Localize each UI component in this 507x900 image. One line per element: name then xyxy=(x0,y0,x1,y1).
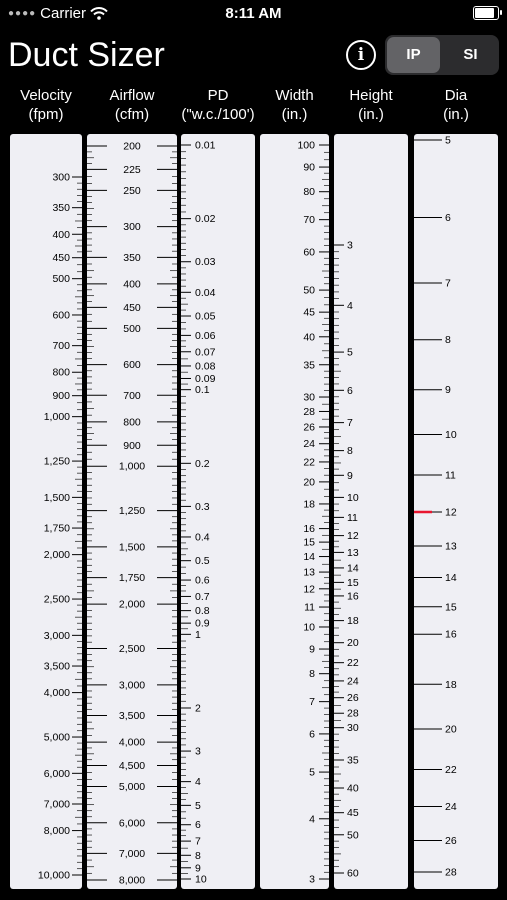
height-tick-label: 22 xyxy=(347,657,359,670)
dia-tick-label: 7 xyxy=(445,277,451,290)
dia-tick-label: 9 xyxy=(445,384,451,397)
airflow-tick-label: 7,000 xyxy=(118,847,146,860)
airflow-scale-svg xyxy=(87,134,177,889)
pd-tick-label: 0.6 xyxy=(195,574,210,587)
height-tick-label: 3 xyxy=(347,239,353,252)
pd-tick-label: 0.07 xyxy=(195,346,216,359)
width-tick-label: 14 xyxy=(303,551,315,564)
velocity-tick-label: 3,500 xyxy=(43,660,70,673)
pd-tick-label: 0.4 xyxy=(195,531,210,544)
width-tick-label: 10 xyxy=(303,621,315,634)
width-tick-label: 100 xyxy=(297,139,315,152)
velocity-tick-label: 1,250 xyxy=(43,455,70,468)
width-tick-label: 3 xyxy=(309,873,315,886)
pd-tick-label: 0.01 xyxy=(195,139,216,152)
height-scale[interactable] xyxy=(334,134,408,889)
velocity-tick-label: 2,500 xyxy=(43,593,70,606)
airflow-header-title: Airflow xyxy=(109,87,155,104)
pd-tick-label: 2 xyxy=(195,702,201,715)
airflow-tick-label: 1,250 xyxy=(118,505,146,518)
width-tick-label: 24 xyxy=(303,438,315,451)
pd-header xyxy=(176,86,260,124)
velocity-scale-svg xyxy=(10,134,82,889)
height-tick-label: 7 xyxy=(347,417,353,430)
status-bar xyxy=(0,0,507,28)
dia-header-unit: (in.) xyxy=(443,106,469,123)
pd-tick-label: 5 xyxy=(195,799,201,812)
width-scale-svg xyxy=(260,134,329,889)
width-tick-label: 15 xyxy=(303,536,315,549)
width-tick-label: 90 xyxy=(303,161,315,174)
height-header xyxy=(334,86,408,124)
height-tick-label: 50 xyxy=(347,829,359,842)
pd-tick-label: 0.5 xyxy=(195,555,210,568)
width-tick-label: 7 xyxy=(309,696,315,709)
airflow-tick-label: 1,750 xyxy=(118,572,146,585)
velocity-tick-label: 3,000 xyxy=(43,629,70,642)
width-tick-label: 11 xyxy=(304,601,315,614)
info-icon[interactable]: i xyxy=(346,40,376,70)
dia-tick-label: 18 xyxy=(445,678,457,691)
velocity-header xyxy=(10,86,82,124)
airflow-tick-label: 300 xyxy=(123,221,141,234)
velocity-tick-label: 1,750 xyxy=(43,522,70,535)
dia-tick-label: 8 xyxy=(445,334,451,347)
width-tick-label: 22 xyxy=(303,456,315,469)
width-tick-label: 16 xyxy=(303,523,315,536)
pd-tick-label: 0.08 xyxy=(195,360,216,373)
dia-tick-label: 26 xyxy=(445,835,457,848)
pd-tick-label: 0.06 xyxy=(195,329,216,342)
unit-option-si[interactable]: SI xyxy=(463,46,478,63)
unit-option-ip[interactable]: IP xyxy=(387,37,440,73)
width-tick-label: 8 xyxy=(309,668,315,681)
velocity-tick-label: 450 xyxy=(52,252,70,265)
pd-tick-label: 0.9 xyxy=(195,617,210,630)
velocity-tick-label: 7,000 xyxy=(43,798,70,811)
width-tick-label: 12 xyxy=(303,583,315,596)
airflow-tick-label: 500 xyxy=(123,322,141,335)
dia-tick-label: 15 xyxy=(445,601,457,614)
pd-tick-label: 0.09 xyxy=(195,372,216,385)
height-tick-label: 5 xyxy=(347,346,353,359)
carrier-label: Carrier xyxy=(40,5,87,22)
width-tick-label: 5 xyxy=(309,766,315,779)
width-tick-label: 80 xyxy=(303,186,315,199)
width-tick-label: 60 xyxy=(303,246,315,259)
velocity-tick-label: 1,000 xyxy=(43,411,70,424)
width-tick-label: 9 xyxy=(309,643,315,656)
airflow-tick-label: 225 xyxy=(123,163,141,176)
height-tick-label: 30 xyxy=(347,722,359,735)
pd-tick-label: 0.05 xyxy=(195,310,216,323)
height-header-title: Height xyxy=(349,87,393,104)
velocity-scale[interactable] xyxy=(10,134,82,889)
height-scale-svg xyxy=(334,134,408,889)
dia-scale-svg xyxy=(414,134,498,889)
pd-tick-label: 0.1 xyxy=(195,384,210,397)
page-title: Duct Sizer xyxy=(8,36,165,74)
pd-tick-label: 10 xyxy=(195,873,207,886)
airflow-tick-label: 800 xyxy=(123,416,141,429)
width-tick-label: 45 xyxy=(303,306,315,319)
velocity-tick-label: 400 xyxy=(52,228,70,241)
pd-tick-label: 8 xyxy=(195,849,201,862)
airflow-tick-label: 200 xyxy=(123,140,141,153)
height-tick-label: 15 xyxy=(347,576,359,589)
width-tick-label: 13 xyxy=(303,566,315,579)
width-scale[interactable] xyxy=(260,134,329,889)
velocity-tick-label: 4,000 xyxy=(43,687,70,700)
width-tick-label: 6 xyxy=(309,728,315,741)
airflow-tick-label: 3,500 xyxy=(118,710,146,723)
pd-tick-label: 0.03 xyxy=(195,256,216,269)
pd-tick-label: 0.7 xyxy=(195,590,210,603)
airflow-tick-label: 4,000 xyxy=(118,736,146,749)
airflow-tick-label: 6,000 xyxy=(118,817,146,830)
pd-header-unit: ("w.c./100') xyxy=(181,106,255,123)
dia-tick-label: 14 xyxy=(445,571,457,584)
height-tick-label: 40 xyxy=(347,782,359,795)
velocity-tick-label: 500 xyxy=(52,273,70,286)
pd-tick-label: 4 xyxy=(195,776,201,789)
unit-toggle[interactable] xyxy=(385,35,499,75)
velocity-header-title: Velocity xyxy=(20,87,72,104)
airflow-tick-label: 5,000 xyxy=(118,780,146,793)
width-tick-label: 4 xyxy=(309,813,315,826)
pd-tick-label: 0.2 xyxy=(195,457,210,470)
height-tick-label: 4 xyxy=(347,299,353,312)
velocity-tick-label: 6,000 xyxy=(43,767,70,780)
pd-scale-svg xyxy=(181,134,255,889)
width-tick-label: 20 xyxy=(303,476,315,489)
airflow-tick-label: 2,500 xyxy=(118,643,146,656)
airflow-tick-label: 450 xyxy=(123,301,141,314)
velocity-tick-label: 600 xyxy=(52,309,70,322)
dia-tick-label: 16 xyxy=(445,628,457,641)
airflow-tick-label: 1,000 xyxy=(118,460,146,473)
height-tick-label: 20 xyxy=(347,637,359,650)
airflow-tick-label: 400 xyxy=(123,278,141,291)
pd-tick-label: 3 xyxy=(195,745,201,758)
dia-tick-label: 20 xyxy=(445,723,457,736)
width-tick-label: 70 xyxy=(303,214,315,227)
airflow-header-unit: (cfm) xyxy=(114,106,150,123)
height-tick-label: 14 xyxy=(347,562,359,575)
pd-tick-label: 0.3 xyxy=(195,500,210,513)
height-tick-label: 11 xyxy=(347,511,358,524)
pd-tick-label: 0.04 xyxy=(195,286,216,299)
height-tick-label: 10 xyxy=(347,491,359,504)
height-tick-label: 60 xyxy=(347,867,359,880)
velocity-tick-label: 800 xyxy=(52,366,70,379)
height-tick-label: 8 xyxy=(347,445,353,458)
width-tick-label: 30 xyxy=(303,391,315,404)
pd-tick-label: 7 xyxy=(195,835,201,848)
width-header-title: Width xyxy=(275,87,314,104)
airflow-tick-label: 3,000 xyxy=(118,679,146,692)
pd-tick-label: 0.02 xyxy=(195,213,216,226)
velocity-tick-label: 1,500 xyxy=(43,491,70,504)
dia-header xyxy=(414,86,498,124)
velocity-tick-label: 10,000 xyxy=(37,869,70,882)
airflow-tick-label: 350 xyxy=(123,251,141,264)
pd-tick-label: 1 xyxy=(195,628,201,641)
dia-tick-label: 12 xyxy=(445,506,457,519)
velocity-tick-label: 8,000 xyxy=(43,825,70,838)
height-tick-label: 45 xyxy=(347,807,359,820)
dia-tick-label: 11 xyxy=(445,469,456,482)
dia-tick-label: 22 xyxy=(445,764,457,777)
airflow-tick-label: 250 xyxy=(123,184,141,197)
velocity-tick-label: 300 xyxy=(52,171,70,184)
width-tick-label: 26 xyxy=(303,421,315,434)
height-tick-label: 9 xyxy=(347,469,353,482)
airflow-tick-label: 4,500 xyxy=(118,760,146,773)
dia-tick-label: 5 xyxy=(445,134,451,147)
velocity-tick-label: 5,000 xyxy=(43,731,70,744)
height-tick-label: 16 xyxy=(347,590,359,603)
pd-tick-label: 0.8 xyxy=(195,605,210,618)
height-tick-label: 28 xyxy=(347,707,359,720)
velocity-tick-label: 350 xyxy=(52,202,70,215)
velocity-header-unit: (fpm) xyxy=(28,106,64,123)
width-tick-label: 40 xyxy=(303,331,315,344)
dia-header-title: Dia xyxy=(444,87,468,104)
width-tick-label: 28 xyxy=(303,405,315,418)
height-tick-label: 35 xyxy=(347,754,359,767)
velocity-tick-label: 900 xyxy=(52,390,70,403)
airflow-tick-label: 1,500 xyxy=(118,541,146,554)
width-header-unit: (in.) xyxy=(281,106,308,123)
signal-icon: ●●●● xyxy=(8,8,37,19)
width-header xyxy=(260,86,329,124)
width-tick-label: 18 xyxy=(303,498,315,511)
pd-tick-label: 9 xyxy=(195,862,201,875)
dia-tick-label: 28 xyxy=(445,866,457,879)
height-tick-label: 6 xyxy=(347,384,353,397)
clock: 8:11 AM xyxy=(225,5,282,22)
airflow-tick-label: 8,000 xyxy=(118,874,146,887)
velocity-tick-label: 700 xyxy=(52,340,70,353)
height-tick-label: 13 xyxy=(347,546,359,559)
height-tick-label: 18 xyxy=(347,615,359,628)
airflow-tick-label: 600 xyxy=(123,359,141,372)
pd-tick-label: 6 xyxy=(195,819,201,832)
dia-tick-label: 10 xyxy=(445,429,457,442)
airflow-tick-label: 2,000 xyxy=(118,598,146,611)
battery-icon xyxy=(473,6,499,20)
height-tick-label: 24 xyxy=(347,675,359,688)
dia-tick-label: 6 xyxy=(445,211,451,224)
dia-scale[interactable] xyxy=(414,134,498,889)
pd-header-title: PD xyxy=(207,87,229,104)
height-tick-label: 12 xyxy=(347,530,359,543)
pd-scale[interactable] xyxy=(181,134,255,889)
height-tick-label: 26 xyxy=(347,692,359,705)
height-header-unit: (in.) xyxy=(358,106,384,123)
velocity-tick-label: 2,000 xyxy=(43,549,70,562)
width-tick-label: 35 xyxy=(303,359,315,372)
dia-tick-label: 24 xyxy=(445,801,457,814)
dia-tick-label: 13 xyxy=(445,540,457,553)
airflow-tick-label: 900 xyxy=(123,439,141,452)
airflow-tick-label: 700 xyxy=(123,389,141,402)
airflow-header xyxy=(87,86,177,124)
airflow-scale[interactable] xyxy=(87,134,177,889)
width-tick-label: 50 xyxy=(303,284,315,297)
